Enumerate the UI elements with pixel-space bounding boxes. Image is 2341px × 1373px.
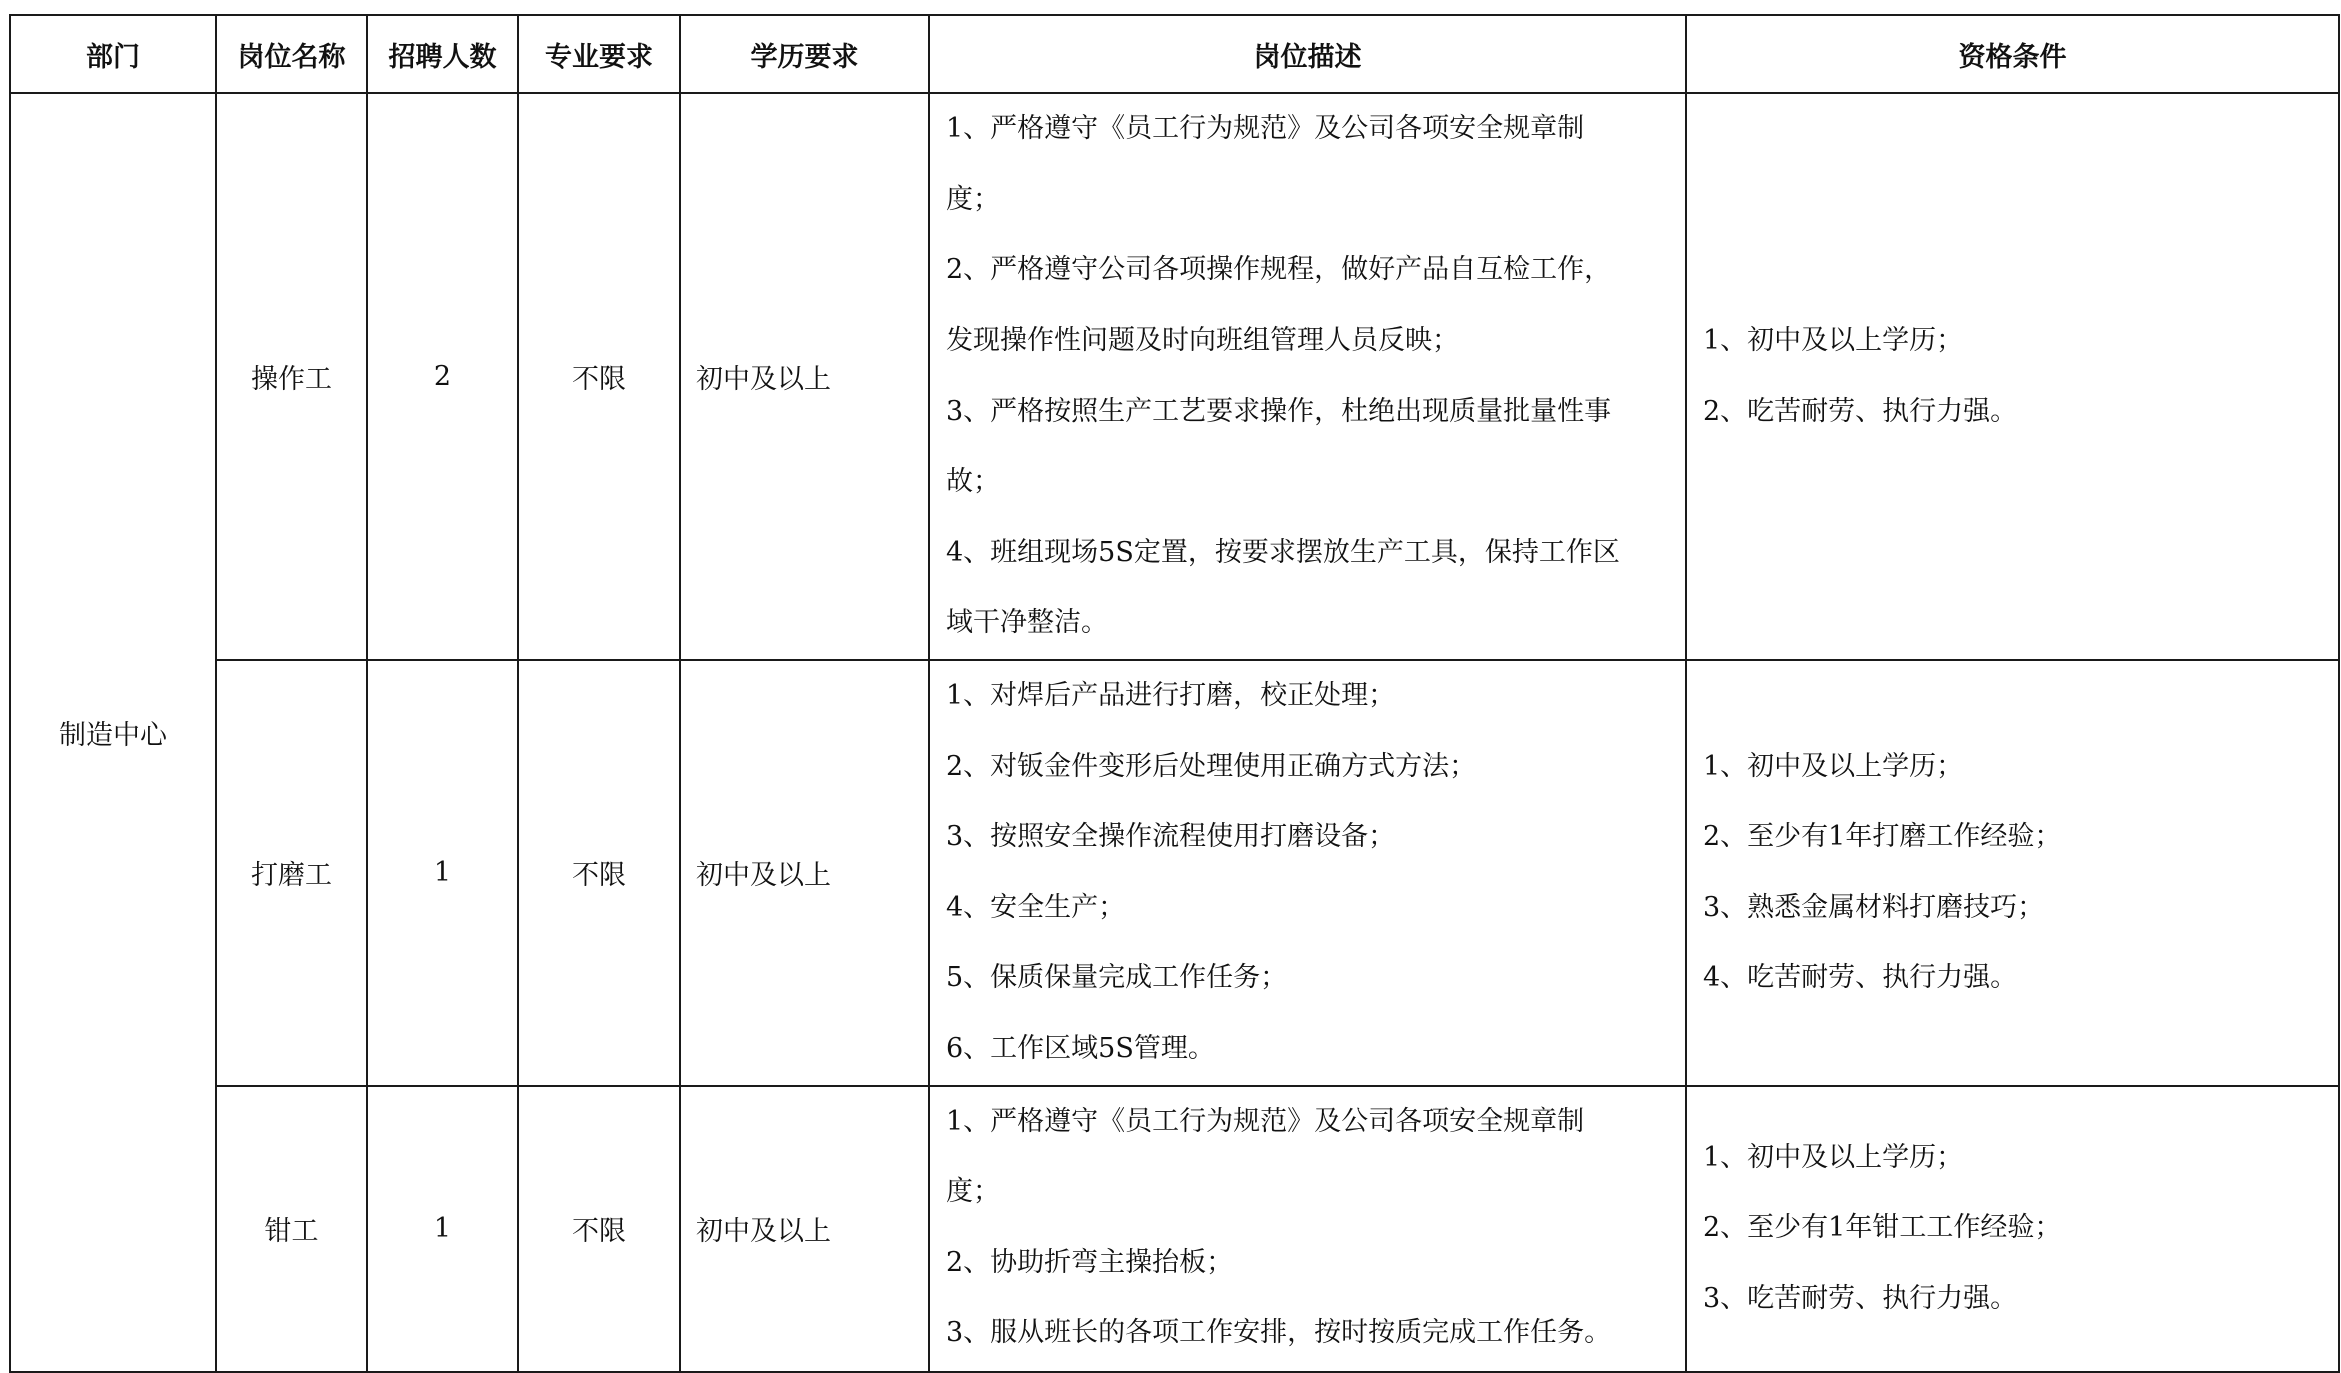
description-line: 3、严格按照生产工艺要求操作，杜绝出现质量批量性事 bbox=[946, 395, 1612, 427]
education-cell: 初中及以上 bbox=[680, 660, 929, 1086]
description-line: 发现操作性问题及时向班组管理人员反映； bbox=[946, 324, 1459, 356]
department-cell: 制造中心 bbox=[10, 93, 216, 1372]
count-cell: 2 bbox=[367, 93, 518, 660]
description-line: 度； bbox=[946, 1176, 1000, 1208]
qualification-line: 2、至少有1年钳工工作经验； bbox=[1703, 1212, 2062, 1244]
description-line: 1、严格遵守《员工行为规范》及公司各项安全规章制 bbox=[946, 113, 1585, 145]
major-cell: 不限 bbox=[518, 1086, 680, 1372]
position-cell: 打磨工 bbox=[216, 660, 367, 1086]
count-cell: 1 bbox=[367, 1086, 518, 1372]
description-line: 6、工作区域5S管理。 bbox=[946, 1032, 1215, 1064]
description-line: 故； bbox=[946, 466, 1000, 498]
header-position: 岗位名称 bbox=[216, 15, 367, 93]
header-major: 专业要求 bbox=[518, 15, 680, 93]
description-line: 3、按照安全操作流程使用打磨设备； bbox=[946, 821, 1396, 853]
education-cell: 初中及以上 bbox=[680, 1086, 929, 1372]
qualification-line: 3、熟悉金属材料打磨技巧； bbox=[1703, 891, 2045, 923]
table-header-row bbox=[10, 15, 2339, 93]
header-department: 部门 bbox=[10, 15, 216, 93]
qualification-line: 1、初中及以上学历； bbox=[1703, 1141, 1964, 1173]
description-line: 4、班组现场5S定置，按要求摆放生产工具，保持工作区 bbox=[946, 536, 1620, 568]
count-cell: 1 bbox=[367, 660, 518, 1086]
qualifications-cell bbox=[1686, 1086, 2339, 1372]
table-row bbox=[10, 93, 2339, 660]
position-cell: 钳工 bbox=[216, 1086, 367, 1372]
qualifications-cell bbox=[1686, 93, 2339, 660]
description-line: 1、严格遵守《员工行为规范》及公司各项安全规章制 bbox=[946, 1105, 1585, 1137]
qualification-line: 2、至少有1年打磨工作经验； bbox=[1703, 821, 2062, 853]
description-line: 2、对钣金件变形后处理使用正确方式方法； bbox=[946, 750, 1477, 782]
description-line: 度； bbox=[946, 183, 1000, 215]
qualifications-cell bbox=[1686, 660, 2339, 1086]
description-line: 2、严格遵守公司各项操作规程，做好产品自互检工作， bbox=[946, 254, 1612, 286]
header-qualifications: 资格条件 bbox=[1686, 15, 2339, 93]
qualification-line: 1、初中及以上学历； bbox=[1703, 750, 1964, 782]
education-cell: 初中及以上 bbox=[680, 93, 929, 660]
description-cell bbox=[929, 660, 1686, 1086]
qualification-line: 2、吃苦耐劳、执行力强。 bbox=[1703, 395, 2018, 427]
header-count: 招聘人数 bbox=[367, 15, 518, 93]
description-line: 4、安全生产； bbox=[946, 891, 1126, 923]
description-line: 1、对焊后产品进行打磨，校正处理； bbox=[946, 680, 1396, 711]
position-cell: 操作工 bbox=[216, 93, 367, 660]
header-description: 岗位描述 bbox=[929, 15, 1686, 93]
description-line: 2、协助折弯主操抬板； bbox=[946, 1246, 1234, 1278]
table-row bbox=[10, 660, 2339, 1086]
major-cell: 不限 bbox=[518, 660, 680, 1086]
table-row bbox=[10, 1086, 2339, 1372]
description-cell bbox=[929, 93, 1686, 660]
recruitment-table bbox=[9, 14, 2340, 1373]
header-education: 学历要求 bbox=[680, 15, 929, 93]
description-line: 域干净整洁。 bbox=[946, 607, 1108, 639]
qualification-line: 4、吃苦耐劳、执行力强。 bbox=[1703, 962, 2018, 994]
qualification-line: 1、初中及以上学历； bbox=[1703, 324, 1964, 356]
major-cell: 不限 bbox=[518, 93, 680, 660]
description-cell bbox=[929, 1086, 1686, 1372]
description-line: 3、服从班长的各项工作安排，按时按质完成工作任务。 bbox=[946, 1317, 1612, 1349]
qualification-line: 3、吃苦耐劳、执行力强。 bbox=[1703, 1282, 2018, 1314]
description-line: 5、保质保量完成工作任务； bbox=[946, 962, 1288, 994]
